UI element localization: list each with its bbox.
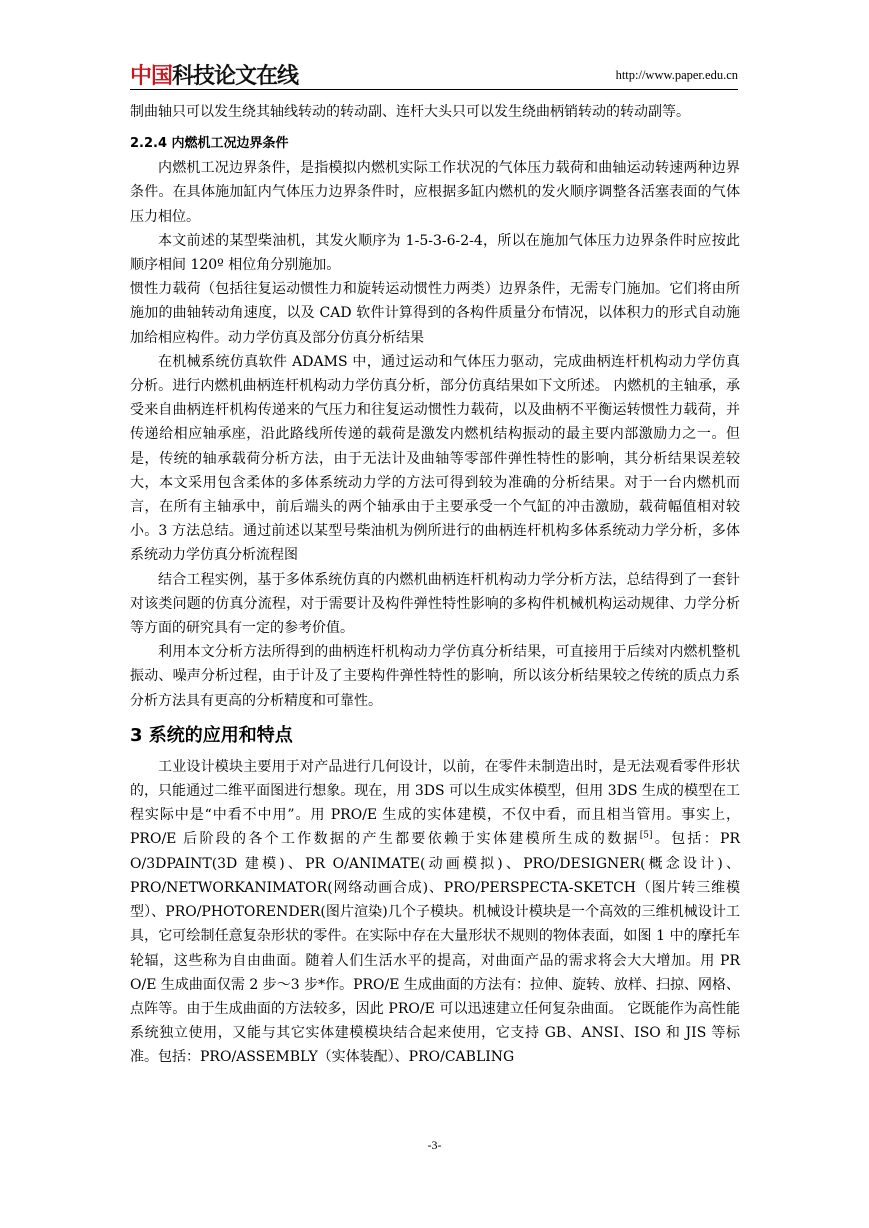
paragraph: 本文前述的某型柴油机，其发火顺序为 1-5-3-6-2-4，所以在施加气体压力边界条件时应按此顺序相间 120º 相位角分别施加。 [130,232,740,274]
paragraph: 惯性力载荷（包括往复运动惯性力和旋转运动惯性力两类）边界条件，无需专门施加。它们将由所施加的曲轴转动角速度，以及 CAD 软件计算得到的各构件质量分布情况，以体积力的形式自动施加给相应构件。动力学仿真及部分仿真分析结果 [130,281,740,346]
citation-ref[interactable]: [5] [639,830,653,841]
logo-red-text: 中国 [130,63,173,89]
paragraph: 内燃机工况边界条件，是指模拟内燃机实际工作状况的气体压力载荷和曲轴运动转速两种边界条件。在具体施加缸内气体压力边界条件时，应根据多缸内燃机的发火顺序调整各活塞表面的气体压力相位。 [130,160,740,225]
header-rule [130,89,738,90]
article-body [130,100,740,1070]
paragraph: 制曲轴只可以发生绕其轴线转动的转动副、连杆大头只可以发生绕曲柄销转动的转动副等。 [130,104,690,120]
paragraph: 在机械系统仿真软件 ADAMS 中，通过运动和气体压力驱动，完成曲柄连杆机构动力学仿真分析。进行内燃机曲柄连杆机构动力学仿真分析，部分仿真结果如下文所述。 内燃机的主轴承，承受来自曲柄连杆机构传递来的气压力和往复运动惯性力载荷，以及曲柄不平衡运转惯性力载荷，并传递给相应轴承座，沿此路线所传递的载荷是激发内燃机结构振动的最主要内部激励力之一。但是，传统的轴承载荷分析方法，由于无法计及曲轴等零部件弹性特性的影响，其分析结果误差较大，本文采用包含柔体的多体系统动力学的方法可得到较为准确的分析结果。对于一台内燃机而言，在所有主轴承中，前后端头的两个轴承由于主要承受一个气缸的冲击激励，载荷幅值相对较小。3 方法总结。通过前述以某型号柴油机为例所进行的曲柄连杆机构多体系统动力学分析，多体系统动力学仿真分析流程图 [130,353,740,564]
page-number: -3- [427,1138,442,1152]
page-header [130,60,738,88]
subsection-heading: 2.2.4 内燃机工况边界条件 [130,136,289,152]
paragraph: 利用本文分析方法所得到的曲柄连杆机构动力学仿真分析结果，可直接用于后续对内燃机整机振动、噪声分析过程，由于计及了主要构件弹性特性的影响，所以该分析结果较之传统的质点力系分析方法具有更高的分析精度和可靠性。 [130,644,740,709]
header-url[interactable]: http://www.paper.edu.cn [615,68,738,82]
paragraph [130,755,740,1070]
paragraph-text: 。包括：PR O/3DPAINT(3D 建模)、PR O/ANIMATE(动画模拟)、PRO/DESIGNER(概念设计)、PRO/NETWORKANIMATOR(网络动画合成)、PRO/PERSPECTA-SKETCH（图片转三维模型）、PRO/PHOTORENDER(图片渲染)几个子模块。机械设计模块是一个高效的三维机械设计工具，它可绘制任意复杂形状的零件。在实际中存在大量形状不规则的物体表面，如图 1 中的摩托车轮辐，这些称为自由曲面。随着人们生活水平的提高，对曲面产品的需求将会大大增加。用 PR O/E 生成曲面仅需 2 步～3 步*作。PRO/E 生成曲面的方法有：拉伸、旋转、放样、扫掠、网格、点阵等。由于生成曲面的方法较多，因此 PRO/E 可以迅速建立任何复杂曲面。 它既能作为高性能系统独立使用，又能与其它实体建模模块结合起来使用，它支持 GB、ANSI、ISO 和 JIS 等标准。包括：PRO/ASSEMBLY（实体装配）、PRO/CABLING [130,831,740,1066]
journal-logo [130,60,298,88]
logo-black-text: 科技论文在线 [172,63,299,89]
paragraph-text: 工业设计模块主要用于对产品进行几何设计，以前，在零件未制造出时，是无法观看零件形状的，只能通过二维平面图进行想象。现在，用 3DS 可以生成实体模型，但用 3DS 生成的模型在工程实际中是“中看不中用”。用 PRO/E 生成的实体建模，不仅中看，而且相当管用。事实上，PRO/E 后阶段的各个工作数据的产生都要依赖于实体建模所生成的数据 [130,758,740,848]
section-heading: 3 系统的应用和特点 [130,724,293,746]
paragraph: 结合工程实例，基于多体系统仿真的内燃机曲柄连杆机构动力学分析方法，总结得到了一套针对该类问题的仿真分流程，对于需要计及构件弹性特性影响的多构件机械机构运动规律、力学分析等方面的研究具有一定的参考价值。 [130,571,740,637]
